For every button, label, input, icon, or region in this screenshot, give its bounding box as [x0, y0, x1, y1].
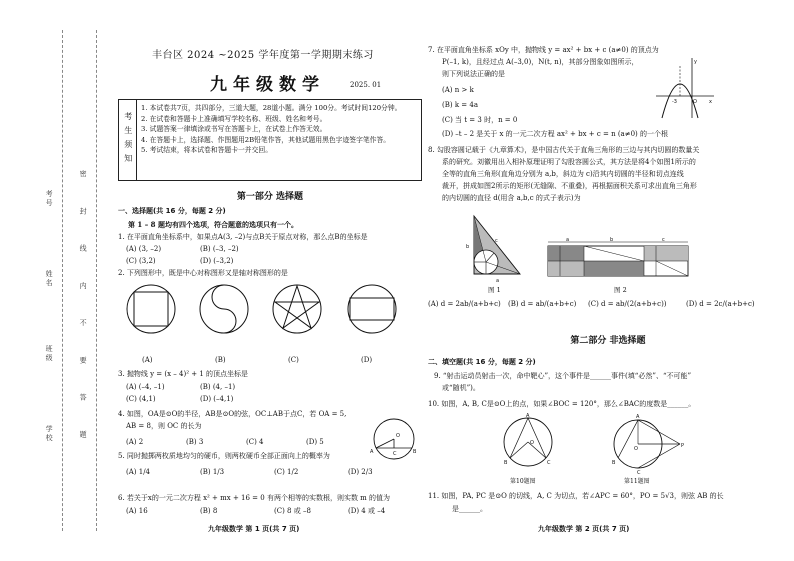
svg-text:a: a [496, 278, 500, 284]
q2-figure-d [348, 285, 396, 333]
section1-note: 第 1 – 8 题均有四个选项，符合题意的选项只有一个。 [128, 220, 298, 229]
q2-label-c: (C) [288, 356, 299, 364]
q9-stem: 9. “射击运动员射击一次，命中靶心”，这个事件是______事件(填“必然”、“不可能” [434, 372, 692, 380]
q5-option-c: (C) 1/2 [274, 468, 299, 476]
q6-options [126, 507, 416, 516]
section1-title: 一、选择题(共 16 分，每题 2 分) [118, 207, 226, 215]
q8-stem-5: 的内切圆的直径 d(用含 a,b,c 的式子表示)为 [442, 194, 581, 202]
svg-text:O: O [530, 440, 534, 446]
q8-figure-1-caption: 图 1 [488, 286, 501, 294]
svg-text:a: a [566, 237, 570, 243]
q8-stem-1: 8. 勾股容圆记载于《九章算术》，是中国古代关于直角三角形的三边与其内切圆的数量关 [428, 146, 700, 154]
dashed-seal-line [96, 30, 97, 531]
q7-option-b: (B) k = 4a [442, 101, 479, 109]
q6-option-c: (C) 8 或 –8 [274, 507, 311, 515]
q8-option-d: (D) d = 2c/(a+b+c) [686, 300, 755, 308]
q7-stem: 7. 在平面直角坐标系 xOy 中，抛物线 y = ax² + bx + c (a≠0) 的顶点为 [428, 46, 659, 54]
q1-option-d: (D) (–3,2) [200, 257, 234, 265]
q4-option-a: (A) 2 [126, 438, 144, 446]
notice-body [137, 100, 405, 180]
q3-options [126, 383, 416, 392]
q8-option-c: (C) d = ab/(2(a+b+c)) [588, 300, 667, 308]
q8-stem-3: 全等的直角三角形(直角边分别为 a,b，斜边为 c)沿其内切圆的半径和切点连线 [442, 170, 684, 178]
q4-option-b: (B) 3 [186, 438, 204, 446]
q2-figures [124, 281, 414, 351]
q8-option-b: (B) d = ab/(a+b+c) [508, 300, 577, 308]
q7-option-a: (A) n > k [442, 86, 474, 94]
q7-option-d: (D) –t – 2 是关于 x 的一元二次方程 ax² + bx + c = n (a≠0) 的一个根 [442, 130, 668, 138]
q3-option-c: (C) (4,1) [126, 395, 156, 403]
q1-option-b: (B) (–3, –2) [200, 245, 239, 253]
q4-stem-2: AB = 8，则 OC 的长为 [126, 422, 202, 430]
q6-option-b: (B) 8 [200, 507, 218, 515]
q4-option-d: (D) 5 [306, 438, 324, 446]
q1-options-2 [126, 257, 416, 266]
svg-text:A: A [636, 414, 640, 420]
q1-option-c: (C) (3,2) [126, 257, 156, 265]
q2-label-d: (D) [361, 356, 373, 364]
notice-item: 1. 本试卷共7页，共四部分，三道大题，28道小题。满分 100分。考试时间120分钟。 [141, 104, 402, 112]
binding-label-school: 学校 [45, 425, 54, 443]
svg-text:O: O [634, 446, 638, 452]
svg-text:O: O [693, 99, 697, 105]
binding-label-id: 考号 [45, 190, 54, 208]
q2-figure-b [200, 285, 248, 333]
q1-stem: 1. 在平面直角坐标系中，如果点A(3, –2)与点B关于原点对称，那么点B的坐标是 [118, 233, 368, 241]
q8-options [428, 300, 788, 309]
q9-stem-2: 或“随机”)。 [442, 384, 480, 392]
q11-figure [604, 410, 686, 476]
q10-stem: 10. 如图，A, B, C是⊙O上的点，如果∠BOC = 120°，那么∠BAC的度数是______。 [428, 400, 696, 408]
q3-stem: 3. 抛物线 y = (x – 4)² + 1 的顶点坐标是 [118, 370, 249, 378]
svg-text:y: y [694, 59, 697, 65]
notice-item: 3. 试题答案一律填涂或书写在答题卡上，在试卷上作答无效。 [141, 125, 327, 134]
exam-date: 2025. 01 [350, 81, 382, 89]
q7-figure [652, 56, 716, 120]
q4-stem: 4. 如图，OA是⊙O的半径，AB是⊙O的弦，OC⊥AB于点C，若 OA = 5, [118, 410, 347, 418]
q1-option-a: (A) (3, –2) [126, 245, 162, 253]
section2-title: 二、填空题(共 16 分，每题 2 分) [428, 358, 536, 366]
svg-text:x: x [709, 99, 712, 105]
q2-options [142, 356, 422, 365]
notice-item: 4. 在答题卡上，选择题、作图题用2B铅笔作答，其他试题用黑色字迹签字笔作答。 [141, 135, 391, 144]
q5-option-b: (B) 1/3 [200, 468, 225, 476]
svg-text:c: c [662, 237, 665, 243]
svg-text:b: b [610, 237, 614, 243]
q11-stem-2: 是______。 [452, 505, 487, 513]
notice-item: 5. 考试结束，将本试卷和答题卡一并交回。 [141, 146, 272, 155]
svg-text:B: B [413, 449, 417, 455]
q8-stem-2: 系的研究。刘徽用出入相补原理证明了勾股容圆公式，其方法是将4个如图1所示的 [442, 158, 696, 166]
q6-option-a: (A) 16 [126, 507, 148, 515]
q4-figure [364, 415, 422, 463]
q5-stem: 5. 同时抛掷两枚质地均匀的硬币，则两枚硬币全部正面向上的概率为 [118, 452, 330, 460]
q11-figure-caption: 第11题图 [624, 478, 650, 485]
svg-text:B: B [504, 460, 508, 466]
svg-text:A: A [370, 449, 374, 455]
q3-option-b: (B) (4, –1) [200, 383, 236, 391]
page-footer-left: 九年级数学 第 1 页(共 7 页) [208, 525, 300, 533]
q8-figure-2-caption: 图 2 [614, 286, 627, 294]
q7-option-c: (C) 当 t = 3 时，n = 0 [442, 116, 518, 124]
q2-stem: 2. 下列图形中，既是中心对称图形又是轴对称图形的是 [118, 269, 288, 277]
q6-option-d: (D) 4 或 –4 [348, 507, 386, 515]
q4-options [126, 438, 376, 447]
q7-stem-3: 则下列说法正确的是 [442, 70, 505, 78]
svg-text:P: P [681, 443, 685, 449]
q4-option-c: (C) 4 [246, 438, 264, 446]
binding-label-class: 班级 [45, 345, 54, 363]
q6-stem: 6. 若关于x的一元二次方程 x² + mx + 16 = 0 有两个相等的实数根，则实数 m 的值为 [118, 494, 391, 502]
q2-label-b: (B) [215, 356, 226, 364]
q8-stem-4: 裁开，拼成如图2所示的矩形(无缝隙、不重叠)，再根据面积关系可求出直角三角形 [442, 182, 697, 190]
q3-options-2 [126, 395, 416, 404]
svg-text:c: c [495, 238, 498, 244]
q8-figure-2 [544, 236, 692, 282]
exam-header-school: 丰台区 2024 ~2025 学年度第一学期期末练习 [152, 50, 374, 61]
exam-title: 九年级数学 [210, 75, 325, 95]
svg-text:C: C [393, 451, 397, 457]
svg-text:C: C [637, 470, 641, 476]
svg-text:O: O [396, 433, 400, 439]
binding-label-name: 姓名 [45, 270, 54, 288]
page-footer-right: 九年级数学 第 2 页(共 7 页) [538, 525, 630, 533]
q5-options [126, 468, 416, 477]
seal-line-text: 密 封 线 内 不 要 答 题 [79, 170, 88, 452]
q3-option-a: (A) (–4, –1) [126, 383, 165, 391]
q1-options [126, 245, 416, 254]
q2-figure-c [273, 285, 321, 333]
svg-text:A: A [526, 413, 530, 419]
q5-option-d: (D) 2/3 [348, 468, 373, 476]
notice-item: 2. 在试卷和答题卡上准确填写学校名称、班级、姓名和考号。 [141, 114, 327, 123]
dashed-cut-line [62, 30, 63, 531]
candidate-notice [118, 99, 422, 181]
q8-figure-1 [460, 212, 528, 284]
svg-text:B: B [612, 460, 616, 466]
svg-text:-3: -3 [672, 99, 677, 105]
part2-title: 第二部分 非选择题 [570, 336, 646, 346]
q10-figure-caption: 第10题图 [510, 478, 536, 485]
q3-option-d: (D) (–4,1) [200, 395, 234, 403]
q7-stem-2: P(–1, k)，且经过点 A(–3,0)，N(t, n)，其部分图象如图所示， [442, 58, 639, 66]
q10-figure [496, 412, 560, 474]
q11-stem: 11. 如图，PA, PC 是⊙O 的切线，A, C 为切点，若∠APC = 60°，PO = 5√3，则弦 AB 的长 [428, 492, 724, 500]
svg-text:b: b [466, 244, 470, 250]
q8-option-a: (A) d = 2ab/(a+b+c) [428, 300, 501, 308]
part1-title: 第一部分 选择题 [236, 192, 304, 202]
notice-heading: 考生须知 [119, 100, 137, 180]
q2-figure-a [127, 285, 175, 333]
binding-margin [0, 0, 112, 561]
q5-option-a: (A) 1/4 [126, 468, 151, 476]
q2-label-a: (A) [142, 356, 153, 364]
svg-text:C: C [547, 460, 551, 466]
